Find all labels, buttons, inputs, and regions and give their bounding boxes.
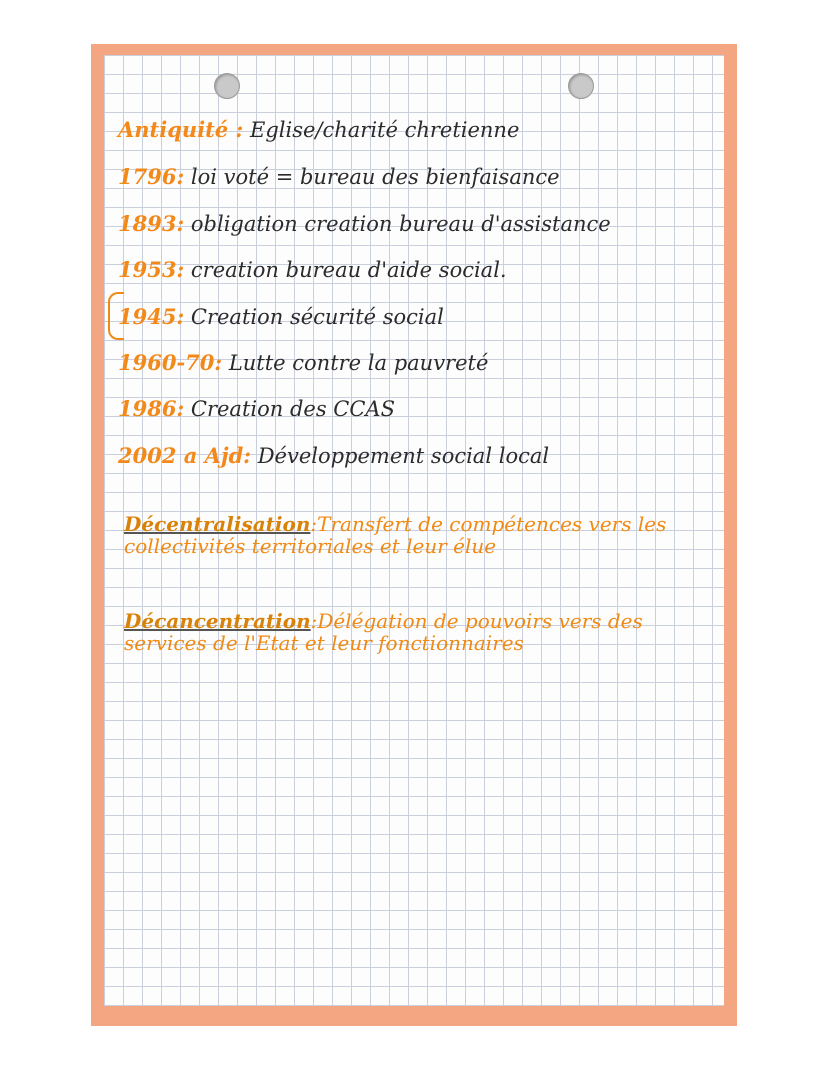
note-label: 1796: [118,164,185,189]
note-line [118,211,611,237]
note-text: Eglise/charité chretienne [249,118,520,142]
note-line [118,304,444,330]
note-text: obligation creation bureau d'assistance [190,212,611,236]
note-label: 1893: [118,211,185,236]
note-line [118,443,549,469]
note-text: Creation des CCAS [190,397,395,421]
note-text: Lutte contre la pauvreté [228,351,489,375]
note-line [118,257,507,283]
note-label: 1953: [118,257,185,282]
note-line [118,350,488,376]
note-line [118,396,395,422]
definition-text: :Transfert de compétences vers les collectivités territoriales et leur élue [124,512,667,558]
note-label: Antiquité : [118,117,244,142]
definition-block [124,513,704,557]
definition-text: :Délégation de pouvoirs vers des services de l'Etat et leur fonctionnaires [124,609,643,655]
note-text: creation bureau d'aide social. [190,258,507,282]
note-label: 1945: [118,304,185,329]
definition-block [124,610,704,654]
note-line [118,117,519,143]
definition-term: Décancentration [124,609,311,633]
grid-paper [104,55,724,1006]
note-text: Développement social local [257,444,550,468]
definition-term: Décentralisation [124,512,311,536]
note-label: 2002 a Ajd: [118,443,252,468]
note-text: Creation sécurité social [190,305,444,329]
binder-hole-left [214,73,240,99]
note-text: loi voté = bureau des bienfaisance [190,165,560,189]
note-label: 1986: [118,396,185,421]
notebook-page [91,44,737,1026]
note-line [118,164,560,190]
note-label: 1960-70: [118,350,223,375]
binder-hole-right [568,73,594,99]
